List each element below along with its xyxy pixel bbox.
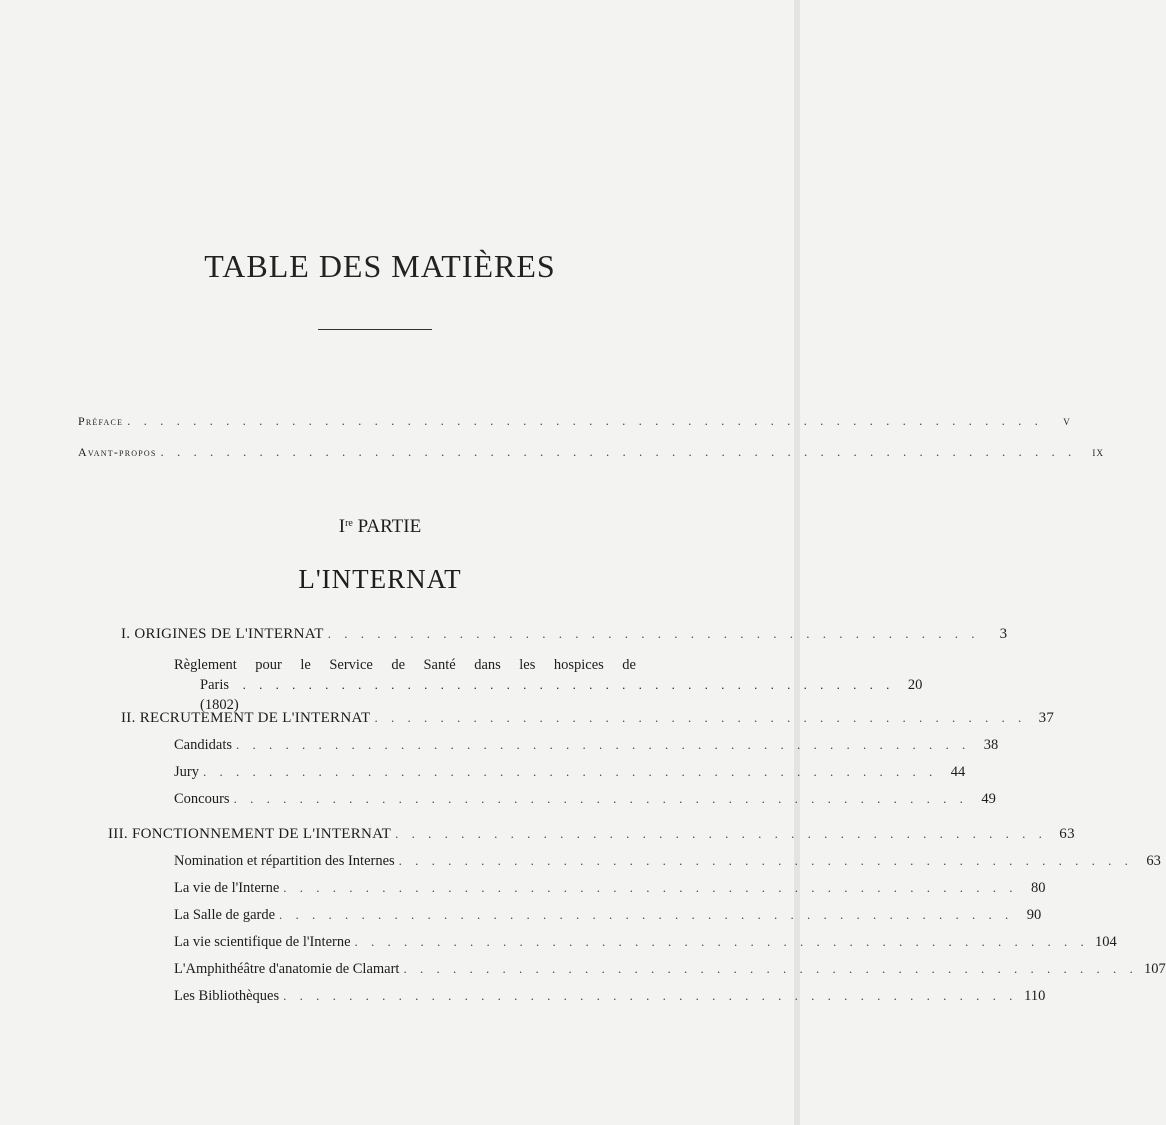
toc-page-number: 110 bbox=[1024, 988, 1046, 1004]
leader-dots: . . . . . . . . . . . . . . . . . . . . . . . . . . . . . . . . . . . . . . . . bbox=[242, 677, 895, 692]
toc-section-label: Concours bbox=[174, 791, 230, 807]
toc-chapter-label: III. FONCTIONNEMENT DE L'INTERNAT bbox=[108, 826, 392, 842]
toc-page-number: 104 bbox=[1095, 934, 1117, 950]
toc-section-label-line2: Paris (1802) bbox=[200, 677, 239, 713]
leader-dots: . . . . . . . . . . . . . . . . . . . . . . . . . . . . . . . . . . . . . . . . . . . . . bbox=[403, 961, 1138, 976]
leader-dots: . . . . . . . . . . . . . . . . . . . . . . . . . . . . . . . . . . . . . . . . . . . . . bbox=[233, 791, 968, 806]
toc-page-number: 49 bbox=[981, 791, 996, 807]
toc-section-label: Les Bibliothèques bbox=[174, 988, 280, 1004]
page-title: TABLE DES MATIÈRES bbox=[204, 248, 556, 284]
toc-section-vie-scientifique[interactable] bbox=[174, 934, 1117, 951]
toc-page-number: 90 bbox=[1026, 907, 1042, 923]
part-title: L'INTERNAT bbox=[298, 564, 462, 594]
toc-chapter-label: II. RECRUTEMENT DE L'INTERNAT bbox=[121, 710, 371, 726]
toc-section-amphitheatre[interactable] bbox=[174, 961, 1166, 978]
toc-section-label: La vie de l'Interne bbox=[174, 880, 280, 896]
toc-section-vie-interne[interactable] bbox=[174, 880, 1046, 897]
toc-page-number: 38 bbox=[983, 737, 999, 753]
toc-page-number: v bbox=[1063, 413, 1071, 428]
toc-entry-label: Préface bbox=[78, 414, 124, 428]
toc-page-number: 3 bbox=[999, 626, 1008, 642]
toc-section-nomination[interactable] bbox=[174, 853, 1161, 870]
page-edge bbox=[794, 0, 800, 1125]
leader-dots: . . . . . . . . . . . . . . . . . . . . . . . . . . . . . . . . . . . . . . . . . . . . . . . . . . . . . . . . bbox=[127, 413, 1043, 428]
toc-page-number: 44 bbox=[950, 764, 966, 780]
part-label: PARTIE bbox=[357, 516, 422, 537]
leader-dots: . . . . . . . . . . . . . . . . . . . . . . . . . . . . . . . . . . . . . . . . . . . . . bbox=[279, 907, 1014, 922]
toc-page-number: 37 bbox=[1038, 710, 1055, 726]
part-number: I bbox=[338, 516, 346, 537]
toc-entry-label: Avant-propos bbox=[78, 445, 157, 459]
toc-section-label: Candidats bbox=[174, 737, 232, 753]
toc-page-number: 80 bbox=[1031, 880, 1046, 896]
leader-dots: . . . . . . . . . . . . . . . . . . . . . . . . . . . . . . . . . . . . . . . . . . . . . bbox=[202, 764, 938, 779]
toc-section-line2 bbox=[174, 675, 923, 715]
toc-page-number: 63 bbox=[1146, 853, 1161, 869]
toc-page-number: 63 bbox=[1059, 826, 1075, 842]
toc-chapter-label: I. ORIGINES DE L'INTERNAT bbox=[121, 626, 324, 642]
part-heading bbox=[0, 516, 760, 538]
toc-section-label: L'Amphithéâtre d'anatomie de Clamart bbox=[174, 961, 400, 977]
leader-dots: . . . . . . . . . . . . . . . . . . . . . . . . . . . . . . . . . . . . . . . . . . . . . bbox=[398, 853, 1133, 868]
toc-chapter-3[interactable] bbox=[108, 826, 1075, 843]
toc-section-label: La vie scientifique de l'Interne bbox=[174, 934, 351, 950]
leader-dots: . . . . . . . . . . . . . . . . . . . . . . . . . . . . . . . . . . . . . . . . . . . . . . . . . . . . . . . . bbox=[160, 444, 1077, 459]
toc-page-number: 20 bbox=[907, 677, 923, 693]
leader-dots: . . . . . . . . . . . . . . . . . . . . . . . . . . . . . . . . . . . . . . . . . . . . . bbox=[236, 737, 971, 752]
toc-section-candidats[interactable] bbox=[174, 737, 999, 754]
toc-chapter-2[interactable] bbox=[121, 710, 1055, 727]
toc-section-label: Jury bbox=[174, 764, 199, 780]
toc-section-label-line1: Règlement pour le Service de Santé dans les hospices de bbox=[174, 657, 636, 673]
toc-section-concours[interactable] bbox=[174, 791, 996, 808]
toc-page-number: ix bbox=[1092, 444, 1105, 459]
leader-dots: . . . . . . . . . . . . . . . . . . . . . . . . . . . . . . . . . . . . . . . . . . . . . bbox=[283, 988, 1018, 1003]
toc-section-salle-de-garde[interactable] bbox=[174, 907, 1042, 924]
part-number-suffix: re bbox=[345, 518, 353, 529]
toc-entry-preface[interactable] bbox=[78, 413, 1071, 429]
leader-dots: . . . . . . . . . . . . . . . . . . . . . . . . . . . . . . . . . . . . . . . . . . . . . bbox=[354, 934, 1089, 949]
title-rule bbox=[318, 329, 432, 330]
toc-section-bibliotheques[interactable] bbox=[174, 988, 1046, 1005]
leader-dots: . . . . . . . . . . . . . . . . . . . . . . . . . . . . . . . . . . . . . . . . bbox=[374, 710, 1027, 725]
toc-page-number: 107 bbox=[1143, 961, 1166, 977]
toc-section-jury[interactable] bbox=[174, 764, 966, 781]
toc-section-label: La Salle de garde bbox=[174, 907, 276, 923]
leader-dots: . . . . . . . . . . . . . . . . . . . . . . . . . . . . . . . . . . . . . . . . bbox=[327, 626, 980, 641]
toc-chapter-1[interactable] bbox=[121, 626, 1008, 643]
leader-dots: . . . . . . . . . . . . . . . . . . . . . . . . . . . . . . . . . . . . . . . . bbox=[395, 826, 1047, 841]
toc-section-label: Nomination et répartition des Internes bbox=[174, 853, 395, 869]
toc-section-reglement[interactable] bbox=[174, 655, 923, 715]
leader-dots: . . . . . . . . . . . . . . . . . . . . . . . . . . . . . . . . . . . . . . . . . . . . . bbox=[283, 880, 1018, 895]
toc-entry-avant-propos[interactable] bbox=[78, 444, 1105, 460]
